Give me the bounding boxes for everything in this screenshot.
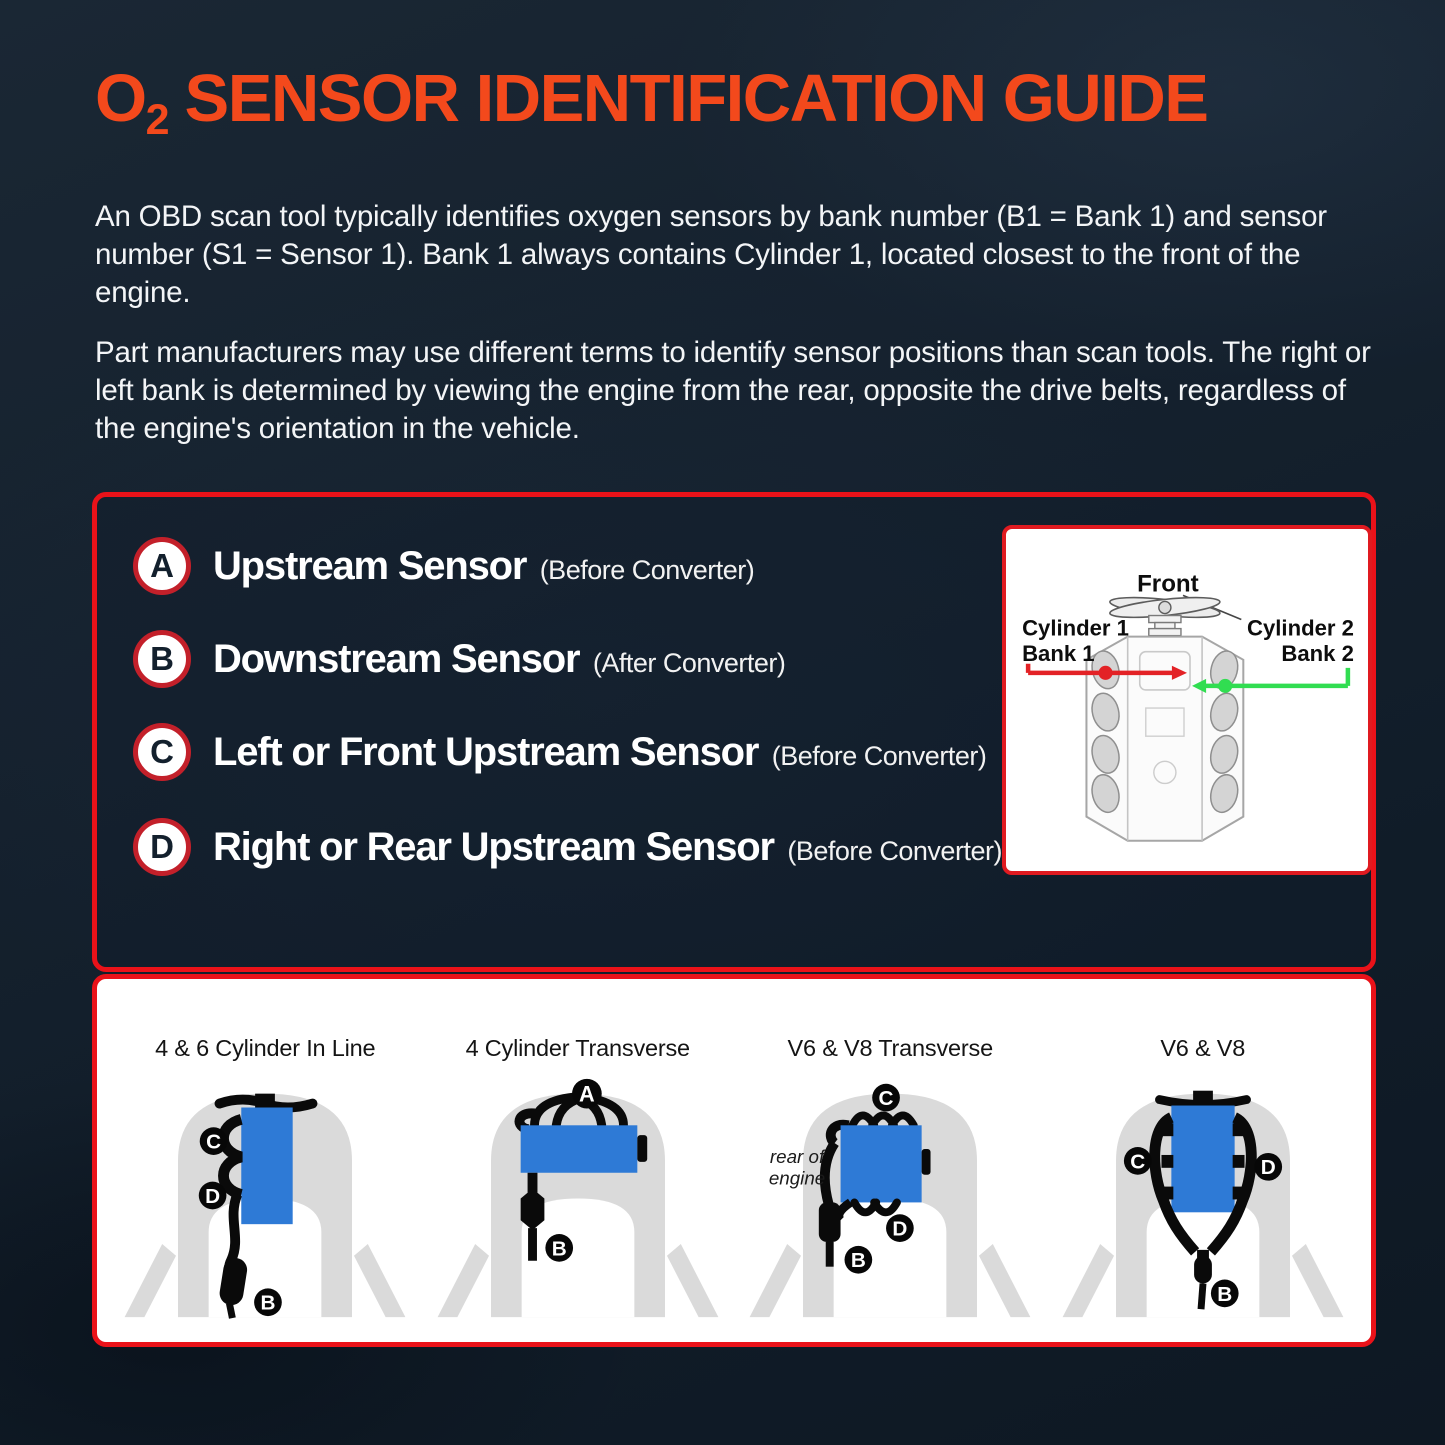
legend-note-d: (Before Converter) (787, 835, 1002, 866)
legend-row-c-text (213, 730, 986, 775)
svg-text:D: D (892, 1217, 908, 1241)
page-title (95, 60, 1208, 144)
sensor-badge-a (572, 1079, 602, 1109)
panel-v6v8-transverse-diagram (741, 1064, 1039, 1326)
engine-bank-sketch (1006, 529, 1368, 871)
svg-text:C: C (206, 1130, 222, 1154)
cylinder1-label: Cylinder 1 (1022, 615, 1129, 641)
bank2-label: Bank 2 (1281, 640, 1354, 666)
sensor-badge-b (545, 1234, 573, 1262)
engine-layouts-box (92, 974, 1376, 1347)
legend-row-c (133, 723, 986, 781)
svg-text:D: D (205, 1184, 221, 1208)
sensor-badge-d (199, 1182, 227, 1210)
panel-4cyl-transverse-title: 4 Cylinder Transverse (465, 1035, 690, 1061)
engine-block-sketch (1086, 637, 1243, 841)
sensor-badge-c (872, 1084, 900, 1112)
svg-text:C: C (878, 1087, 894, 1111)
panel-inline (109, 1035, 422, 1334)
panel-v6v8-title: V6 & V8 (1160, 1035, 1246, 1061)
svg-text:B: B (260, 1291, 276, 1315)
legend-row-a (133, 537, 754, 595)
legend-note-a: (Before Converter) (539, 554, 755, 585)
panel-v6v8-diagram (1054, 1064, 1352, 1326)
title-rest: SENSOR IDENTIFICATION GUIDE (184, 61, 1208, 136)
legend-note-c: (Before Converter) (771, 740, 987, 771)
panel-inline-title: 4 & 6 Cylinder In Line (155, 1035, 376, 1061)
svg-text:B: B (1217, 1282, 1233, 1306)
intro-paragraph-2: Part manufacturers may use different terms to identify sensor positions than scan tools. The right or left bank is determined by viewing the engine from the rear, opposite the drive belts, regardless of the engine's orientation in the vehicle. (95, 336, 1371, 445)
panel-4cyl-transverse (422, 1035, 735, 1334)
svg-text:C: C (1129, 1150, 1145, 1174)
badge-d: D (133, 818, 191, 876)
front-label: Front (1137, 570, 1199, 598)
badge-c: C (133, 723, 191, 781)
sensor-badge-b (1211, 1280, 1239, 1308)
sensor-badge-c (1124, 1147, 1152, 1175)
pulley-icon (1149, 616, 1181, 636)
legend-label-a: Upstream Sensor (213, 543, 527, 588)
rear-of-engine-note-line2: engine (769, 1167, 826, 1189)
legend-row-d (133, 818, 1002, 876)
svg-text:B: B (851, 1249, 867, 1273)
panel-inline-diagram (116, 1064, 414, 1326)
legend-row-b (133, 630, 785, 688)
sensor-legend-box (92, 492, 1376, 972)
rear-of-engine-note-line1: rear of (770, 1145, 825, 1167)
legend-row-d-text (213, 825, 1002, 870)
panel-v6v8-transverse (734, 1035, 1047, 1334)
legend-row-b-text (213, 637, 785, 682)
sensor-badge-b (845, 1246, 873, 1274)
cylinder2-label: Cylinder 2 (1247, 615, 1354, 641)
sensor-badge-b (254, 1288, 282, 1316)
title-subscript-2: 2 (145, 96, 170, 144)
sensor-badge-d (886, 1214, 914, 1242)
panel-v6v8 (1047, 1035, 1360, 1334)
panel-v6v8-transverse-title: V6 & V8 Transverse (787, 1035, 993, 1061)
badge-b: B (133, 630, 191, 688)
legend-note-b: (After Converter) (592, 647, 786, 678)
intro-paragraph-1: An OBD scan tool typically identifies oxygen sensors by bank number (B1 = Bank 1) and sensor number (S1 = Sensor 1). Bank 1 always contains Cylinder 1, located closest to the front of the engine. (95, 200, 1327, 309)
title-o: O (95, 61, 146, 136)
svg-text:A: A (578, 1081, 595, 1107)
svg-text:B: B (551, 1237, 567, 1261)
engine-bank-diagram (1002, 525, 1372, 875)
legend-label-c: Left or Front Upstream Sensor (213, 729, 759, 774)
badge-a: A (133, 537, 191, 595)
svg-text:D: D (1260, 1156, 1276, 1180)
sensor-badge-c (200, 1127, 228, 1155)
legend-row-a-text (213, 544, 754, 589)
legend-label-b: Downstream Sensor (213, 636, 580, 681)
legend-label-d: Right or Rear Upstream Sensor (213, 824, 774, 869)
sensor-badge-d (1254, 1153, 1282, 1181)
bank1-label: Bank 1 (1022, 640, 1095, 666)
panel-4cyl-transverse-diagram (429, 1064, 727, 1326)
